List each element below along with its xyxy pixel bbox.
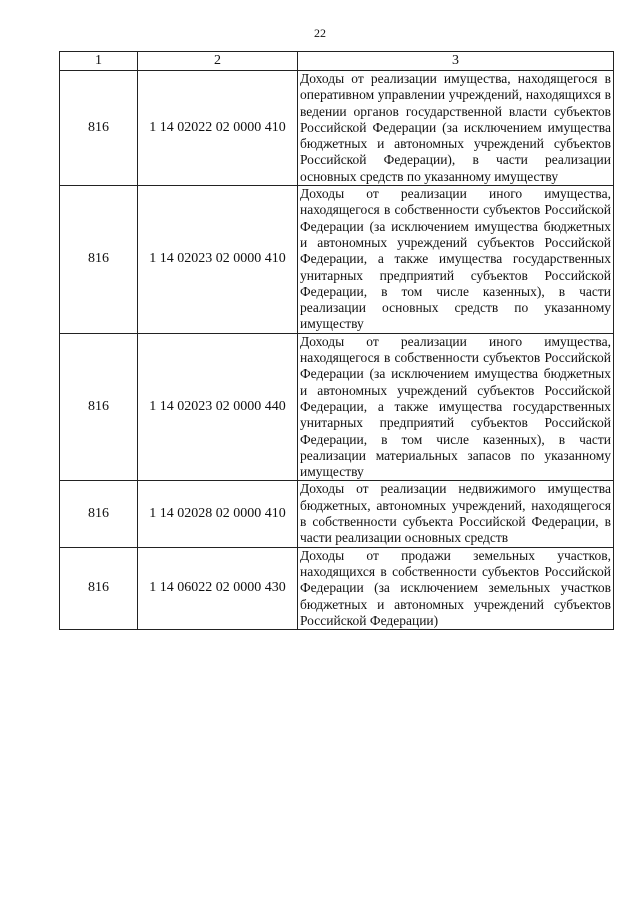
revenue-description-cell — [298, 481, 614, 547]
revenue-description-cell — [298, 333, 614, 481]
revenue-code-cell: 1 14 02022 02 0000 410 — [138, 71, 298, 186]
revenue-code-cell: 1 14 02028 02 0000 410 — [138, 481, 298, 547]
table-row — [60, 71, 614, 186]
revenue-description-cell — [298, 71, 614, 186]
revenue-description: Доходы от реализации иного имущества, находящегося в собственности субъектов Российской Федерации (за исключением имущества бюджетных и автономных учреждений субъектов Российской Федерации, а также имущества государственных унитарных предприятий субъектов Российской Федерации, в том числе казенных), в части реализации материальных запасов по указанному имуществу — [300, 333, 611, 480]
revenue-description-cell — [298, 547, 614, 629]
table-row — [60, 547, 614, 629]
revenue-code-cell: 1 14 06022 02 0000 430 — [138, 547, 298, 629]
column-header-2: 2 — [138, 52, 298, 71]
admin-code-cell: 816 — [60, 481, 138, 547]
revenue-description: Доходы от реализации имущества, находящегося в оперативном управлении учреждений, находящихся в ведении органов государственной власти субъектов Российской Федерации (за исключением имущества бюджетных и автономных учреждений субъектов Российской Федерации), в части реализации основных средств по указанному имуществу — [300, 71, 611, 184]
admin-code-cell: 816 — [60, 333, 138, 481]
revenue-description-cell — [298, 186, 614, 334]
table-row — [60, 186, 614, 334]
revenue-code-cell: 1 14 02023 02 0000 440 — [138, 333, 298, 481]
admin-code-cell: 816 — [60, 186, 138, 334]
revenue-codes-table — [59, 51, 614, 630]
admin-code-cell: 816 — [60, 71, 138, 186]
admin-code-cell: 816 — [60, 547, 138, 629]
revenue-description: Доходы от продажи земельных участков, находящихся в собственности субъектов Российской Федерации (за исключением земельных участков бюджетных и автономных учреждений субъектов Российской Федерации) — [300, 547, 611, 628]
revenue-description: Доходы от реализации иного имущества, находящегося в собственности субъектов Российской Федерации (за исключением имущества бюджетных и автономных учреждений субъектов Российской Федерации, а также имущества государственных унитарных предприятий субъектов Российской Федерации, в том числе казенных), в части реализации основных средств по указанному имуществу — [300, 186, 611, 332]
table-header-row — [60, 52, 614, 71]
table-row — [60, 333, 614, 481]
column-header-3: 3 — [298, 52, 614, 71]
revenue-code-cell: 1 14 02023 02 0000 410 — [138, 186, 298, 334]
table-row — [60, 481, 614, 547]
page-number: 22 — [314, 26, 326, 40]
column-header-1: 1 — [60, 52, 138, 71]
revenue-description: Доходы от реализации недвижимого имущества бюджетных, автономных учреждений, находящегося в собственности субъекта Российской Федерации, в части реализации основных средств — [300, 481, 611, 546]
